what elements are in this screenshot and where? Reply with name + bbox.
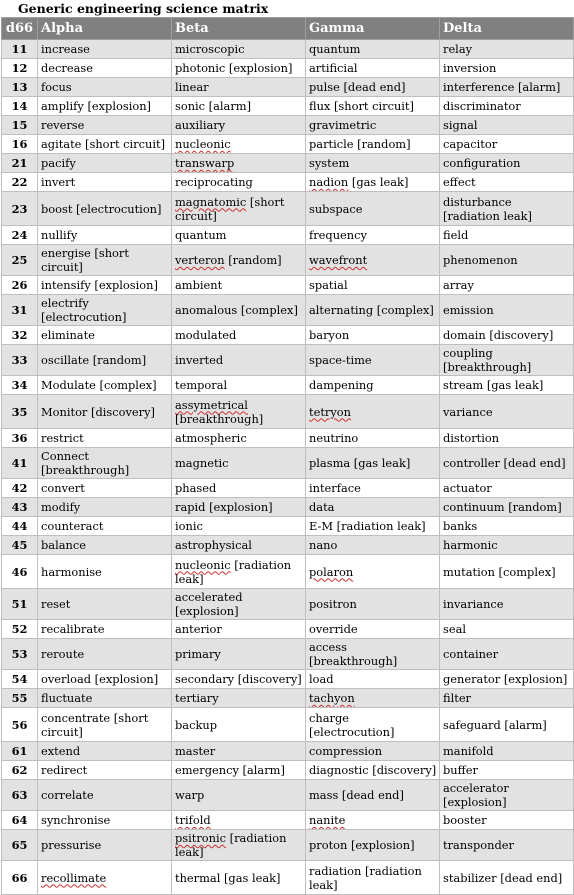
d66-cell: 61: [2, 742, 38, 761]
beta-cell: ionic: [172, 517, 306, 536]
delta-cell: manifold: [440, 742, 574, 761]
d66-cell: 23: [2, 192, 38, 226]
beta-cell: linear: [172, 78, 306, 97]
alpha-cell: decrease: [38, 59, 172, 78]
delta-cell: configuration: [440, 154, 574, 173]
table-row: [2, 326, 574, 345]
alpha-cell: [38, 861, 172, 895]
table-body: [2, 40, 574, 895]
beta-cell: reciprocating: [172, 173, 306, 192]
science-matrix-table: [1, 17, 574, 895]
table-row: [2, 295, 574, 326]
alpha-cell: pacify: [38, 154, 172, 173]
d66-cell: 55: [2, 689, 38, 708]
spellcheck-word: recollimate: [41, 870, 107, 885]
d66-cell: 35: [2, 395, 38, 429]
table-row: [2, 555, 574, 589]
gamma-cell: [306, 245, 440, 276]
alpha-cell: amplify [explosion]: [38, 97, 172, 116]
delta-cell: filter: [440, 689, 574, 708]
beta-cell: temporal: [172, 376, 306, 395]
gamma-cell: gravimetric: [306, 116, 440, 135]
alpha-cell: Connect [breakthrough]: [38, 448, 172, 479]
delta-cell: invariance: [440, 589, 574, 620]
spellcheck-word: nucleonic: [175, 557, 231, 572]
delta-cell: safeguard [alarm]: [440, 708, 574, 742]
spellcheck-word: trifold: [175, 813, 211, 827]
alpha-cell: counteract: [38, 517, 172, 536]
d66-cell: 11: [2, 40, 38, 59]
table-row: [2, 226, 574, 245]
alpha-cell: increase: [38, 40, 172, 59]
table-title: Generic engineering science matrix: [18, 1, 269, 16]
gamma-cell: radiation [radiation leak]: [306, 861, 440, 895]
delta-cell: container: [440, 639, 574, 670]
alpha-cell: intensify [explosion]: [38, 276, 172, 295]
beta-cell: microscopic: [172, 40, 306, 59]
gamma-cell: [306, 689, 440, 708]
spellcheck-word: magnatomic: [175, 194, 247, 209]
delta-cell: relay: [440, 40, 574, 59]
delta-cell: field: [440, 226, 574, 245]
alpha-cell: modify: [38, 498, 172, 517]
table-row: [2, 498, 574, 517]
table-row: [2, 154, 574, 173]
delta-cell: continuum [random]: [440, 498, 574, 517]
beta-cell: rapid [explosion]: [172, 498, 306, 517]
table-row: [2, 517, 574, 536]
gamma-cell: alternating [complex]: [306, 295, 440, 326]
table-row: [2, 742, 574, 761]
d66-cell: 63: [2, 780, 38, 811]
alpha-cell: reroute: [38, 639, 172, 670]
beta-cell: modulated: [172, 326, 306, 345]
table-row: [2, 689, 574, 708]
table-row: [2, 78, 574, 97]
d66-cell: 66: [2, 861, 38, 895]
delta-cell: actuator: [440, 479, 574, 498]
gamma-cell: nano: [306, 536, 440, 555]
table-row: [2, 116, 574, 135]
alpha-cell: extend: [38, 742, 172, 761]
d66-cell: 34: [2, 376, 38, 395]
spellcheck-word: polaron: [309, 564, 354, 579]
spellcheck-word: wavefront: [309, 253, 368, 267]
gamma-cell: load: [306, 670, 440, 689]
delta-cell: harmonic: [440, 536, 574, 555]
alpha-cell: convert: [38, 479, 172, 498]
beta-cell: [172, 154, 306, 173]
table-row: [2, 780, 574, 811]
d66-cell: 26: [2, 276, 38, 295]
d66-cell: 62: [2, 761, 38, 780]
beta-cell: emergency [alarm]: [172, 761, 306, 780]
d66-cell: 65: [2, 830, 38, 861]
alpha-cell: focus: [38, 78, 172, 97]
gamma-cell: override: [306, 620, 440, 639]
gamma-cell: baryon: [306, 326, 440, 345]
delta-cell: buffer: [440, 761, 574, 780]
gamma-cell: neutrino: [306, 429, 440, 448]
header-delta: Delta: [440, 18, 574, 40]
header-alpha: Alpha: [38, 18, 172, 40]
table-row: [2, 620, 574, 639]
d66-cell: 53: [2, 639, 38, 670]
gamma-cell: positron: [306, 589, 440, 620]
delta-cell: discriminator: [440, 97, 574, 116]
beta-cell: master: [172, 742, 306, 761]
delta-cell: distortion: [440, 429, 574, 448]
gamma-cell: proton [explosion]: [306, 830, 440, 861]
table-row: [2, 670, 574, 689]
d66-cell: 25: [2, 245, 38, 276]
gamma-cell: data: [306, 498, 440, 517]
delta-cell: signal: [440, 116, 574, 135]
spellcheck-word: psitronic: [175, 831, 227, 845]
alpha-cell: restrict: [38, 429, 172, 448]
beta-cell: accelerated [explosion]: [172, 589, 306, 620]
table-row: [2, 59, 574, 78]
delta-cell: generator [explosion]: [440, 670, 574, 689]
alpha-cell: nullify: [38, 226, 172, 245]
d66-cell: 14: [2, 97, 38, 116]
beta-cell: phased: [172, 479, 306, 498]
delta-cell: banks: [440, 517, 574, 536]
alpha-cell: boost [electrocution]: [38, 192, 172, 226]
d66-cell: 16: [2, 135, 38, 154]
delta-cell: domain [discovery]: [440, 326, 574, 345]
table-row: [2, 395, 574, 429]
header-d66: d66: [2, 18, 38, 40]
gamma-cell: [306, 555, 440, 589]
d66-cell: 64: [2, 811, 38, 830]
gamma-cell: quantum: [306, 40, 440, 59]
d66-cell: 46: [2, 555, 38, 589]
beta-cell: ambient: [172, 276, 306, 295]
beta-cell: secondary [discovery]: [172, 670, 306, 689]
beta-cell: verteron [random]: [172, 245, 306, 276]
delta-cell: variance: [440, 395, 574, 429]
header-beta: Beta: [172, 18, 306, 40]
beta-cell: quantum: [172, 226, 306, 245]
gamma-cell: access [breakthrough]: [306, 639, 440, 670]
table-row: [2, 135, 574, 154]
gamma-cell: mass [dead end]: [306, 780, 440, 811]
table-row: [2, 830, 574, 861]
beta-cell: sonic [alarm]: [172, 97, 306, 116]
delta-cell: inversion: [440, 59, 574, 78]
d66-cell: 44: [2, 517, 38, 536]
alpha-cell: reverse: [38, 116, 172, 135]
alpha-cell: reset: [38, 589, 172, 620]
table-row: [2, 811, 574, 830]
gamma-cell: E-M [radiation leak]: [306, 517, 440, 536]
d66-cell: 22: [2, 173, 38, 192]
gamma-cell: nadion [gas leak]: [306, 173, 440, 192]
gamma-cell: interface: [306, 479, 440, 498]
table-row: [2, 245, 574, 276]
table-row: [2, 376, 574, 395]
alpha-cell: fluctuate: [38, 689, 172, 708]
table-row: [2, 761, 574, 780]
d66-cell: 42: [2, 479, 38, 498]
table-row: [2, 192, 574, 226]
alpha-cell: synchronise: [38, 811, 172, 830]
alpha-cell: invert: [38, 173, 172, 192]
delta-cell: stabilizer [dead end]: [440, 861, 574, 895]
alpha-cell: agitate [short circuit]: [38, 135, 172, 154]
spellcheck-word: nucleonic: [175, 137, 231, 151]
gamma-cell: charge [electrocution]: [306, 708, 440, 742]
d66-cell: 51: [2, 589, 38, 620]
beta-cell: nucleonic [radiation leak]: [172, 555, 306, 589]
table-row: [2, 536, 574, 555]
d66-cell: 36: [2, 429, 38, 448]
gamma-cell: dampening: [306, 376, 440, 395]
gamma-cell: pulse [dead end]: [306, 78, 440, 97]
beta-cell: anterior: [172, 620, 306, 639]
alpha-cell: harmonise: [38, 555, 172, 589]
header-row: [2, 18, 574, 40]
alpha-cell: Modulate [complex]: [38, 376, 172, 395]
gamma-cell: system: [306, 154, 440, 173]
delta-cell: effect: [440, 173, 574, 192]
table-row: [2, 479, 574, 498]
delta-cell: emission: [440, 295, 574, 326]
table-row: [2, 276, 574, 295]
table-row: [2, 429, 574, 448]
delta-cell: capacitor: [440, 135, 574, 154]
delta-cell: accelerator [explosion]: [440, 780, 574, 811]
alpha-cell: balance: [38, 536, 172, 555]
alpha-cell: recalibrate: [38, 620, 172, 639]
alpha-cell: eliminate: [38, 326, 172, 345]
table-row: [2, 861, 574, 895]
document: [1, 0, 573, 895]
spellcheck-word: tachyon: [309, 691, 355, 705]
d66-cell: 32: [2, 326, 38, 345]
header-gamma: Gamma: [306, 18, 440, 40]
gamma-cell: spatial: [306, 276, 440, 295]
spellcheck-word: nadion: [309, 175, 349, 189]
beta-cell: inverted: [172, 345, 306, 376]
alpha-cell: oscillate [random]: [38, 345, 172, 376]
gamma-cell: particle [random]: [306, 135, 440, 154]
beta-cell: assymetrical [breakthrough]: [172, 395, 306, 429]
d66-cell: 43: [2, 498, 38, 517]
beta-cell: thermal [gas leak]: [172, 861, 306, 895]
beta-cell: primary: [172, 639, 306, 670]
table-row: [2, 639, 574, 670]
spellcheck-word: verteron: [175, 253, 225, 267]
d66-cell: 24: [2, 226, 38, 245]
table-row: [2, 40, 574, 59]
table-row: [2, 173, 574, 192]
spellcheck-word: assymetrical: [175, 397, 248, 412]
delta-cell: interference [alarm]: [440, 78, 574, 97]
beta-cell: astrophysical: [172, 536, 306, 555]
d66-cell: 31: [2, 295, 38, 326]
beta-cell: tertiary: [172, 689, 306, 708]
delta-cell: phenomenon: [440, 245, 574, 276]
alpha-cell: correlate: [38, 780, 172, 811]
d66-cell: 13: [2, 78, 38, 97]
gamma-cell: flux [short circuit]: [306, 97, 440, 116]
delta-cell: disturbance [radiation leak]: [440, 192, 574, 226]
gamma-cell: artificial: [306, 59, 440, 78]
beta-cell: [172, 135, 306, 154]
gamma-cell: [306, 811, 440, 830]
alpha-cell: concentrate [short circuit]: [38, 708, 172, 742]
d66-cell: 41: [2, 448, 38, 479]
delta-cell: booster: [440, 811, 574, 830]
alpha-cell: electrify [electrocution]: [38, 295, 172, 326]
alpha-cell: redirect: [38, 761, 172, 780]
beta-cell: warp: [172, 780, 306, 811]
d66-cell: 52: [2, 620, 38, 639]
spellcheck-word: tetryon: [309, 404, 351, 419]
d66-cell: 54: [2, 670, 38, 689]
gamma-cell: compression: [306, 742, 440, 761]
d66-cell: 12: [2, 59, 38, 78]
delta-cell: seal: [440, 620, 574, 639]
gamma-cell: space-time: [306, 345, 440, 376]
beta-cell: anomalous [complex]: [172, 295, 306, 326]
alpha-cell: overload [explosion]: [38, 670, 172, 689]
beta-cell: magnatomic [short circuit]: [172, 192, 306, 226]
delta-cell: stream [gas leak]: [440, 376, 574, 395]
beta-cell: auxiliary: [172, 116, 306, 135]
alpha-cell: pressurise: [38, 830, 172, 861]
table-row: [2, 97, 574, 116]
beta-cell: [172, 811, 306, 830]
alpha-cell: Monitor [discovery]: [38, 395, 172, 429]
gamma-cell: [306, 395, 440, 429]
d66-cell: 15: [2, 116, 38, 135]
spellcheck-word: transwarp: [175, 156, 235, 170]
beta-cell: backup: [172, 708, 306, 742]
beta-cell: psitronic [radiation leak]: [172, 830, 306, 861]
gamma-cell: frequency: [306, 226, 440, 245]
table-row: [2, 589, 574, 620]
delta-cell: array: [440, 276, 574, 295]
alpha-cell: energise [short circuit]: [38, 245, 172, 276]
table-row: [2, 448, 574, 479]
table-row: [2, 345, 574, 376]
d66-cell: 33: [2, 345, 38, 376]
gamma-cell: diagnostic [discovery]: [306, 761, 440, 780]
table-row: [2, 708, 574, 742]
d66-cell: 56: [2, 708, 38, 742]
gamma-cell: plasma [gas leak]: [306, 448, 440, 479]
delta-cell: transponder: [440, 830, 574, 861]
delta-cell: controller [dead end]: [440, 448, 574, 479]
d66-cell: 21: [2, 154, 38, 173]
gamma-cell: subspace: [306, 192, 440, 226]
beta-cell: magnetic: [172, 448, 306, 479]
d66-cell: 45: [2, 536, 38, 555]
delta-cell: mutation [complex]: [440, 555, 574, 589]
spellcheck-word: nanite: [309, 813, 346, 827]
beta-cell: photonic [explosion]: [172, 59, 306, 78]
delta-cell: coupling [breakthrough]: [440, 345, 574, 376]
beta-cell: atmospheric: [172, 429, 306, 448]
